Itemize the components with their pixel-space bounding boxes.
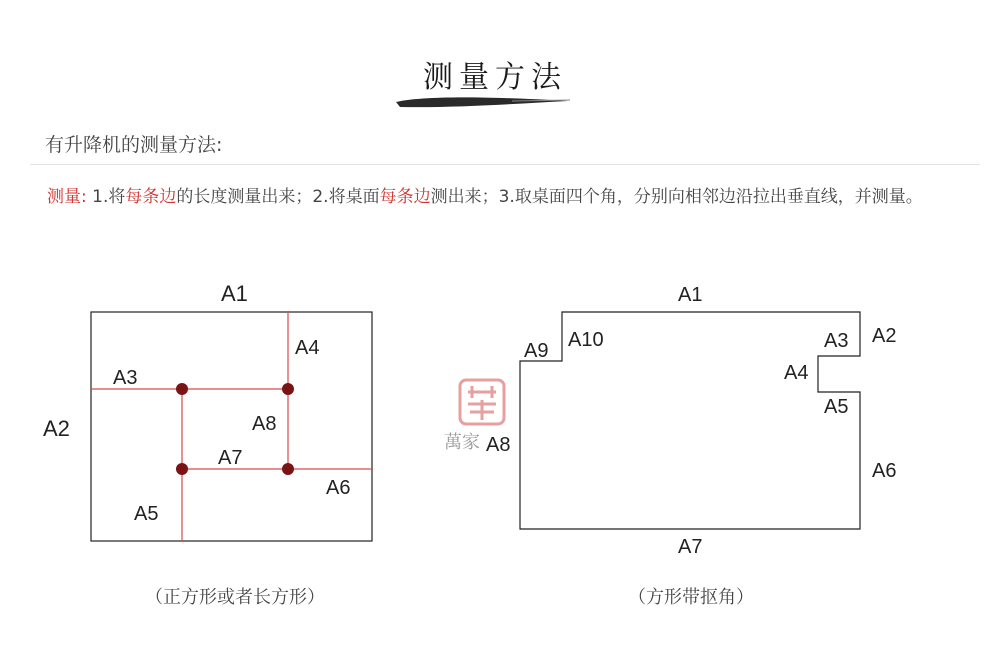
caption-notched: （方形带抠角） [628, 587, 754, 608]
label-a6: A6 [326, 477, 351, 499]
label-a8: A8 [252, 413, 277, 435]
label-a7: A7 [678, 536, 703, 558]
corner-dot [176, 463, 188, 475]
label-a6: A6 [872, 460, 897, 482]
instructions-text [47, 182, 967, 212]
table-outline [91, 312, 372, 541]
label-a1: A1 [678, 284, 703, 306]
divider [30, 164, 980, 165]
label-a2: A2 [43, 416, 70, 441]
label-a9: A9 [524, 340, 549, 362]
label-a4: A4 [295, 337, 320, 359]
corner-dot [282, 383, 294, 395]
highlight-each-edge-1: 每条边 [125, 187, 177, 207]
label-a5: A5 [824, 396, 849, 418]
brush-stroke-decoration [392, 92, 572, 112]
label-a3: A3 [824, 330, 849, 352]
instructions-part-1: 1.将 [86, 187, 126, 207]
label-a8: A8 [486, 434, 511, 456]
label-a4: A4 [784, 362, 809, 384]
watermark-text: 萬家 [444, 432, 480, 453]
label-a5: A5 [134, 503, 159, 525]
watermark-seal [440, 378, 520, 458]
label-a2: A2 [872, 325, 897, 347]
notched-table-outline [520, 312, 860, 529]
label-a3: A3 [113, 367, 138, 389]
corner-dot [176, 383, 188, 395]
instructions-part-3: 测出来；3.取桌面四个角，分别向相邻边沿拉出垂直线，并测量。 [430, 187, 923, 207]
label-a7: A7 [218, 447, 243, 469]
section-subtitle: 有升降机的测量方法: [45, 134, 223, 156]
label-a1: A1 [221, 281, 248, 306]
corner-dot [282, 463, 294, 475]
label-a10: A10 [568, 329, 604, 351]
caption-rectangle: （正方形或者长方形） [145, 587, 325, 608]
highlight-each-edge-2: 每条边 [379, 187, 431, 207]
instructions-part-2: 的长度测量出来；2.将桌面 [176, 187, 380, 207]
page-title: 测量方法 [423, 60, 567, 95]
instructions-label: 测量: [47, 187, 87, 207]
